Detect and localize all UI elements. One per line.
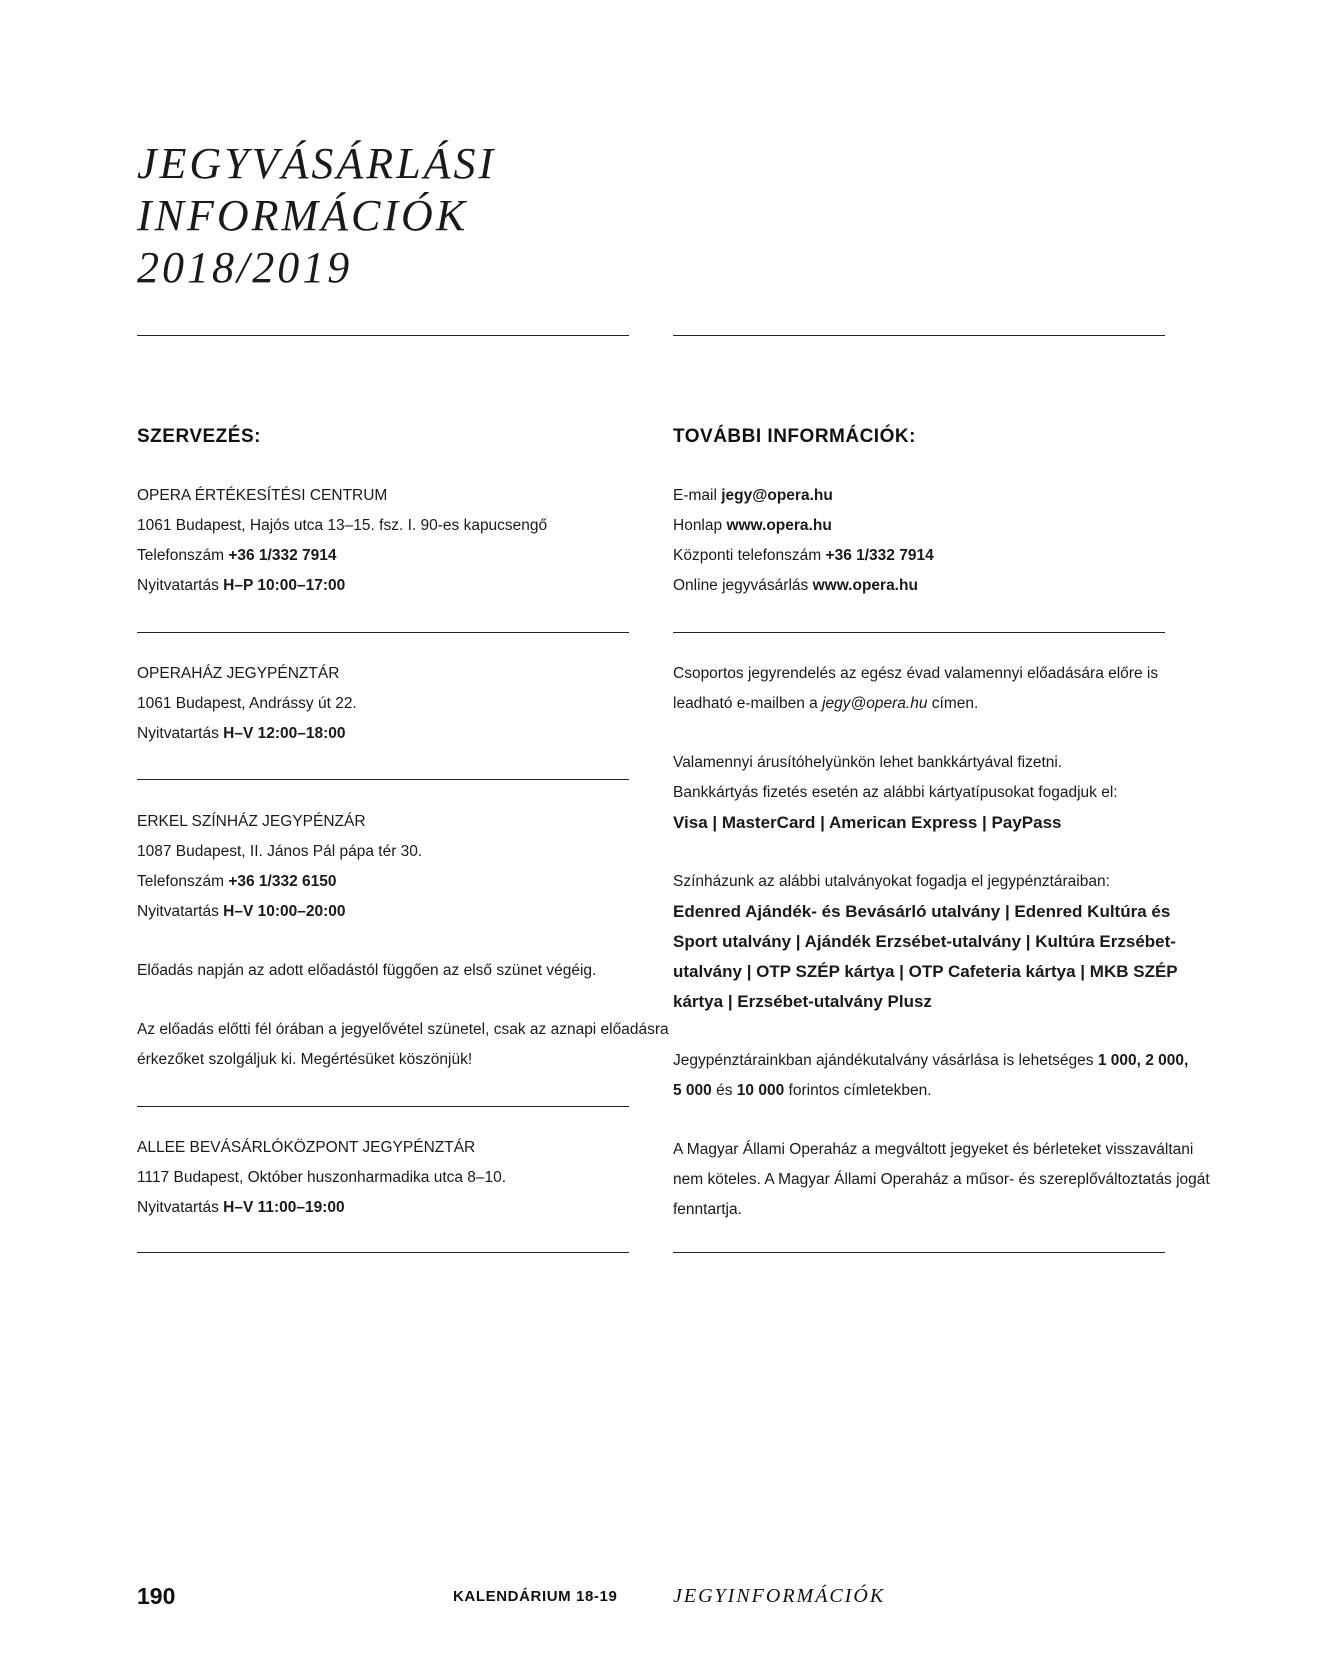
voucher-list-line: kártya | Erzsébet-utalvány Plusz	[673, 992, 932, 1011]
refund-line: nem köteles. A Magyar Állami Operaház a műsor- és szereplőváltoztatás jogát	[673, 1171, 1210, 1188]
gift-voucher-line: Jegypénztárainkban ajándékutalvány vásárlása is lehetséges 1 000, 2 000,	[673, 1052, 1189, 1069]
page-number: 190	[137, 1583, 176, 1609]
gift-voucher-line: 5 000 és 10 000 forintos címletekben.	[673, 1082, 932, 1099]
further-info-text	[673, 659, 1210, 1225]
office-address: 1087 Budapest, II. János Pál pápa tér 30.	[137, 843, 423, 860]
card-types: Visa | MasterCard | American Express | PayPass	[673, 813, 1062, 832]
refund-line: fenntartja.	[673, 1201, 742, 1218]
office-hours: Nyitvatartás H–P 10:00–17:00	[137, 577, 346, 594]
email-line: E-mail jegy@opera.hu	[673, 487, 833, 504]
section-heading-organisation: SZERVEZÉS:	[137, 426, 261, 447]
contact-info	[673, 481, 934, 601]
office-name: ERKEL SZÍNHÁZ JEGYPÉNZÁR	[137, 813, 366, 830]
office-address: 1061 Budapest, Andrássy út 22.	[137, 695, 357, 712]
office-address: 1061 Budapest, Hajós utca 13–15. fsz. I. 90-es kapucsengő	[137, 517, 548, 534]
office-name: OPERAHÁZ JEGYPÉNZTÁR	[137, 665, 340, 682]
office-phone: Telefonszám +36 1/332 6150	[137, 873, 337, 890]
voucher-list-line: Sport utalvány | Ajándék Erzsébet-utalvány | Kultúra Erzsébet-	[673, 932, 1176, 951]
voucher-intro: Színházunk az alábbi utalványokat fogadja el jegypénztáraiban:	[673, 873, 1110, 890]
voucher-list-line: Edenred Ajándék- és Bevásárló utalvány | Edenred Kultúra és	[673, 902, 1171, 921]
divider	[673, 1252, 1165, 1253]
ticket-office-centrum	[137, 481, 547, 601]
title-line-2: INFORMÁCIÓK	[137, 191, 469, 240]
divider	[673, 632, 1165, 633]
card-line: Valamennyi árusítóhelyünkön lehet bankkártyával fizetni.	[673, 754, 1063, 771]
phone-number[interactable]: +36 1/332 7914	[825, 547, 934, 564]
divider	[137, 335, 629, 336]
office-hours: Nyitvatartás H–V 12:00–18:00	[137, 725, 346, 742]
office-phone: Telefonszám +36 1/332 7914	[137, 547, 337, 564]
group-email-link[interactable]: jegy@opera.hu	[822, 695, 928, 712]
ticket-office-operahaz	[137, 659, 357, 749]
email-link[interactable]: jegy@opera.hu	[721, 487, 833, 504]
office-address: 1117 Budapest, Október huszonharmadika utca 8–10.	[137, 1169, 507, 1186]
online-line: Online jegyvásárlás www.opera.hu	[673, 577, 918, 594]
page-title	[137, 138, 496, 294]
ticket-office-erkel	[137, 807, 669, 1075]
erkel-note: Előadás napján az adott előadástól függően az első szünet végéig.	[137, 962, 597, 979]
web-link[interactable]: www.opera.hu	[726, 517, 832, 534]
phone-number[interactable]: +36 1/332 7914	[228, 547, 337, 564]
divider	[673, 335, 1165, 336]
divider	[137, 1252, 629, 1253]
phone-number[interactable]: +36 1/332 6150	[228, 873, 337, 890]
online-link[interactable]: www.opera.hu	[812, 577, 918, 594]
section-name: JEGYINFORMÁCIÓK	[673, 1585, 886, 1607]
divider	[137, 632, 629, 633]
card-line: Bankkártyás fizetés esetén az alábbi kártyatípusokat fogadjuk el:	[673, 784, 1118, 801]
title-line-1: JEGYVÁSÁRLÁSI	[137, 139, 497, 188]
office-hours: Nyitvatartás H–V 11:00–19:00	[137, 1199, 345, 1216]
erkel-note-line: Az előadás előtti fél órában a jegyelővétel szünetel, csak az aznapi előadásra	[137, 1021, 669, 1038]
divider	[137, 1106, 629, 1107]
refund-line: A Magyar Állami Operaház a megváltott jegyeket és bérleteket visszaváltani	[673, 1141, 1194, 1158]
web-line: Honlap www.opera.hu	[673, 517, 832, 534]
divider	[137, 779, 629, 780]
title-line-3: 2018/2019	[137, 243, 353, 292]
central-phone-line: Központi telefonszám +36 1/332 7914	[673, 547, 934, 564]
group-order-line: leadható e-mailben a jegy@opera.hu címen.	[673, 695, 979, 712]
erkel-note-line: érkezőket szolgáljuk ki. Megértésüket köszönjük!	[137, 1051, 473, 1068]
office-hours: Nyitvatartás H–V 10:00–20:00	[137, 903, 346, 920]
section-heading-further-info: TOVÁBBI INFORMÁCIÓK:	[673, 426, 916, 447]
voucher-list-line: utalvány | OTP SZÉP kártya | OTP Cafeteria kártya | MKB SZÉP	[673, 962, 1178, 981]
office-name: OPERA ÉRTÉKESÍTÉSI CENTRUM	[137, 487, 388, 504]
group-order-line: Csoportos jegyrendelés az egész évad valamennyi előadására előre is	[673, 665, 1159, 682]
office-name: ALLEE BEVÁSÁRLÓKÖZPONT JEGYPÉNZTÁR	[137, 1139, 476, 1156]
publication-name: KALENDÁRIUM 18-19	[453, 1588, 618, 1605]
ticket-office-allee	[137, 1133, 506, 1223]
